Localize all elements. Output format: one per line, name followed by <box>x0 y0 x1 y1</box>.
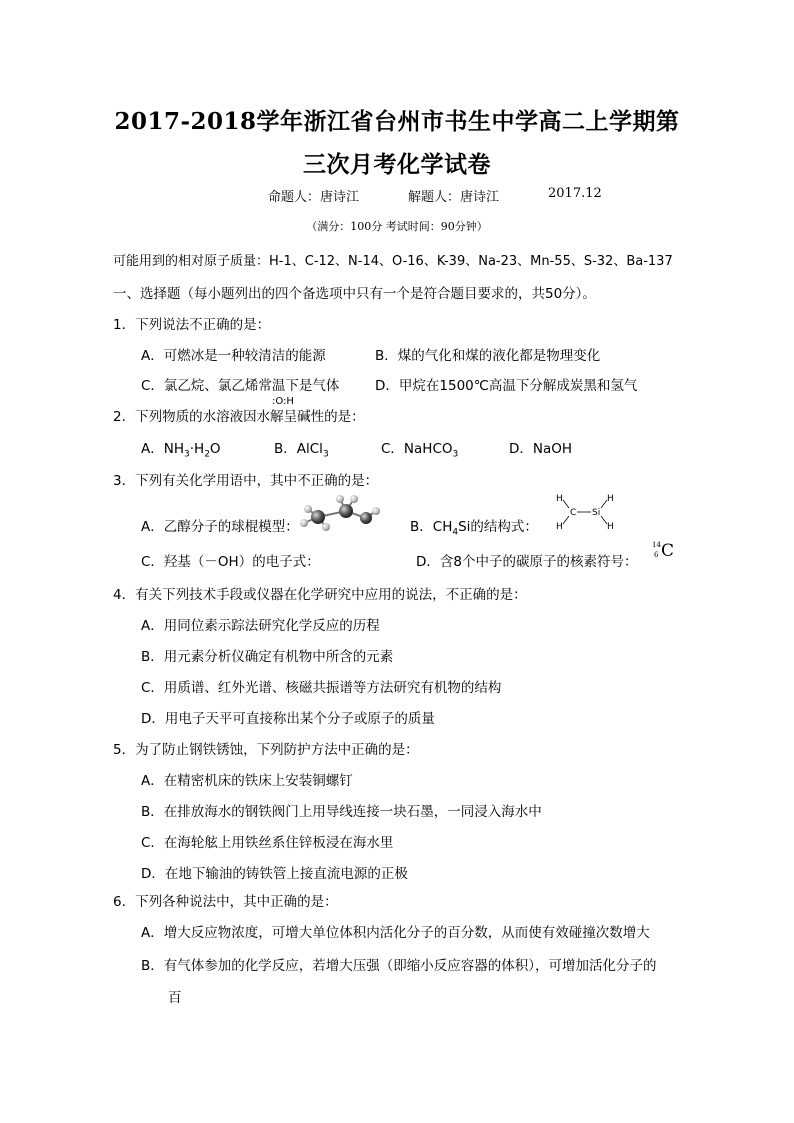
struct-h2: H <box>556 522 563 532</box>
q6-option-b: B．有气体参加的化学反应，若增大压强（即缩小反应容器的体积），可增加活化分子的 <box>141 958 657 974</box>
q4-option-d: D．用电子天平可直接称出某个分子或原子的质量 <box>141 711 435 727</box>
struct-h3: H <box>607 494 614 504</box>
q2-oh-overlay: :O:H <box>272 396 294 407</box>
q6-stem: 6．下列各种说法中，其中正确的是： <box>113 894 338 910</box>
q4-option-b: B．用元素分析仪确定有机物中所含的元素 <box>141 649 394 665</box>
q5-stem: 5．为了防止钢铁锈蚀，下列防护方法中正确的是： <box>113 742 419 758</box>
q5-option-c: C．在海轮舷上用铁丝系住锌板浸在海水里 <box>141 835 394 851</box>
q2-option-b <box>274 437 329 460</box>
q3-stem: 3．下列有关化学用语中，其中不正确的是： <box>113 473 379 489</box>
exam-title-line2: 三次月考化学试卷 <box>303 151 491 178</box>
q2-a-formula-part: A．NH <box>141 441 184 457</box>
q1-option-c: C．氯乙烷、氯乙烯常温下是气体 <box>141 378 340 394</box>
q2-a-formula-part2: ·H <box>189 441 205 457</box>
q3-option-c: C．羟基（－OH）的电子式： <box>141 554 320 570</box>
q2-option-d: D．NaOH <box>509 441 573 457</box>
q4-option-c: C．用质谱、红外光谱、核磁共振谱等方法研究有机物的结构 <box>141 680 502 696</box>
q2-a-sub: 3 <box>184 449 190 460</box>
exam-info: （满分：100分 考试时间：90分钟） <box>306 220 488 233</box>
q4-option-a: A．用同位素示踪法研究化学反应的历程 <box>141 618 380 634</box>
exam-title-line1: 2017-2018学年浙江省台州市书生中学高二上学期第 <box>114 108 680 135</box>
q3-option-d: D．含8个中子的碳原子的核素符号： <box>416 554 638 570</box>
struct-h4: H <box>607 522 614 532</box>
q1-option-b: B．煤的气化和煤的液化都是物理变化 <box>375 348 601 364</box>
struct-si: Si <box>592 508 601 518</box>
q2-c-formula: C．NaHCO <box>381 441 453 457</box>
q3-b-formula: B．CH <box>410 519 453 535</box>
exam-date: 2017.12 <box>548 186 602 201</box>
q2-option-a <box>141 437 221 460</box>
q2-a-sub2: 2 <box>204 449 210 460</box>
q1-option-a: A．可燃冰是一种较清洁的能源 <box>141 348 326 364</box>
q5-option-a: A．在精密机床的铁床上安装铜螺钉 <box>141 773 353 789</box>
author-label: 命题人：唐诗江 <box>268 190 360 205</box>
q1-option-d: D．甲烷在1500℃高温下分解成炭黑和氢气 <box>375 378 638 394</box>
q3-option-b <box>410 515 538 538</box>
q2-stem: 2．下列物质的水溶液因水解呈碱性的是： <box>113 409 365 425</box>
ethanol-ball-stick-model <box>296 493 380 531</box>
nuclide-mass: 14 <box>652 541 661 549</box>
nuclide-c: C <box>661 541 675 561</box>
struct-c: C <box>570 508 577 518</box>
section-heading: 一、选择题（每小题列出的四个备选项中只有一个是符合题目要求的，共50分）。 <box>113 286 596 302</box>
q6-option-b-continued: 百 <box>168 990 182 1006</box>
q6-option-a: A．增大反应物浓度，可增大单位体积内活化分子的百分数，从而使有效碰撞次数增大 <box>141 925 650 941</box>
nuclide-z: 6 <box>654 551 659 559</box>
q3-b-sub: 4 <box>452 527 459 538</box>
q2-b-formula: B．AlCl <box>274 441 323 457</box>
solver-label: 解题人：唐诗江 <box>408 190 500 205</box>
q2-a-formula-part3: O <box>209 441 221 457</box>
struct-h1: H <box>556 494 563 504</box>
atomic-masses: 可能用到的相对原子质量：H-1、C-12、N-14、O-16、K-39、Na-23、Mn-55、S-32、Ba-137 <box>113 254 673 269</box>
q1-stem: 1．下列说法不正确的是： <box>113 317 271 333</box>
q3-option-a: A．乙醇分子的球棍模型： <box>141 519 299 535</box>
q4-stem: 4．有关下列技术手段或仪器在化学研究中应用的说法，不正确的是： <box>113 587 527 603</box>
q3-b-text: Si的结构式： <box>458 519 538 535</box>
q2-b-sub: 3 <box>322 449 329 460</box>
q5-option-b: B．在排放海水的钢铁阀门上用导线连接一块石墨，一同浸入海水中 <box>141 804 542 820</box>
q2-option-c <box>381 437 458 460</box>
nuclide-symbol <box>652 541 676 565</box>
q2-c-sub: 3 <box>452 449 459 460</box>
ch4si-structural-formula <box>553 490 617 534</box>
q5-option-d: D．在地下输油的铸铁管上接直流电源的正极 <box>141 866 408 882</box>
